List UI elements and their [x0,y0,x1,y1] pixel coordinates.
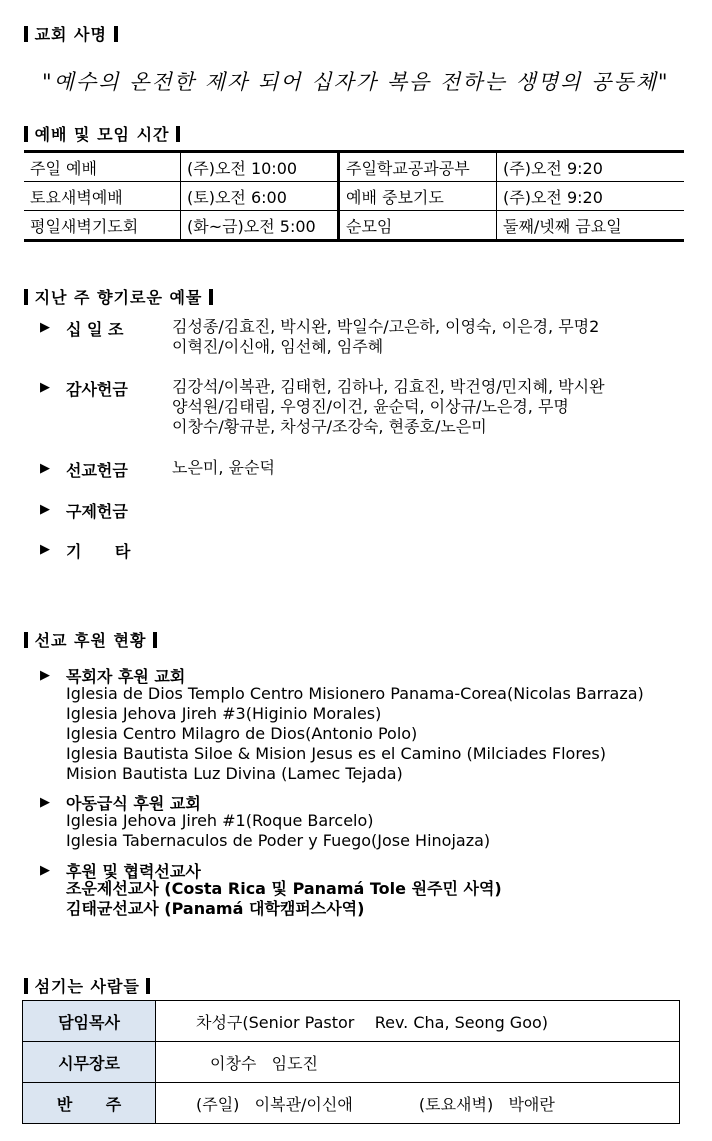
offering-names: 김강석/이복관, 김태헌, 김하나, 김효진, 박건영/민지혜, 박시완 양석원/김태림, 우영진/이건, 윤순덕, 이상규/노은경, 무명 이창수/황규분, 차성구/조강숙, 현종호/노은미 [172,377,605,436]
servers-value: 차성구(Senior Pastor Rev. Cha, Seong Goo) [156,1001,680,1042]
schedule-row [24,152,684,182]
servers-row [23,1083,680,1124]
offering-label-other: 기 타 [66,542,131,561]
section-bar-icon [24,26,28,42]
offering-label-mission: 선교헌금 [66,461,128,480]
servers-role: 반 주 [23,1083,156,1124]
support-group-label: 후원 및 협력선교사 [66,862,201,881]
triangle-right-icon: ▶ [40,668,50,683]
schedule-cell: (주)오전 10:00 [181,152,339,182]
schedule-cell: 토요새벽예배 [24,182,181,211]
support-church-list: Iglesia de Dios Templo Centro Misionero Panama-Corea(Nicolas Barraza) Iglesia Jehova Jireh #3(Higinio Morales) Iglesia Centro Milagro de Dios(Antonio Polo) Iglesia Bautista Siloe & Mision Jesus es el Camino (Milciades Flores) Mision Bautista Luz Divina (Lamec Tejada) [66,684,644,783]
schedule-cell: 둘째/넷째 금요일 [503,216,622,236]
offering-label-thanks: 감사헌금 [66,380,128,399]
offering-names: 김성종/김효진, 박시완, 박일수/고은하, 이영숙, 이은경, 무명2 이혁진/이신애, 임선혜, 임주혜 [172,317,600,356]
schedule-cell: (주)오전 9:20 [497,182,685,211]
servers-title: 섬기는 사람들 [24,974,150,997]
triangle-right-icon: ▶ [40,320,50,335]
triangle-right-icon: ▶ [40,542,50,557]
support-group-label: 목회자 후원 교회 [66,667,186,686]
offering-label-relief: 구제헌금 [66,502,128,521]
schedule-cell: 주일학교공과공부 [339,152,497,182]
support-group-label: 아동급식 후원 교회 [66,794,201,813]
section-bar-icon [24,632,28,648]
offerings-title: 지난 주 향기로운 예물 [24,285,213,308]
servers-row [23,1001,680,1042]
offering-label-tithe: 십 일 조 [66,320,124,339]
schedule-cell: 평일새벽기도회 [24,211,181,241]
schedule-cell: (화~금)오전 5:00 [181,211,339,241]
servers-role: 담임목사 [23,1001,156,1042]
schedule-cell: 주일 예배 [24,152,181,182]
servers-value: 이창수 임도진 [156,1042,680,1083]
schedule-row [24,211,684,241]
schedule-cell: (주)오전 9:20 [497,152,685,182]
triangle-right-icon: ▶ [40,502,50,517]
schedule-cell: 순모임 [339,211,497,241]
triangle-right-icon: ▶ [40,380,50,395]
schedule-title: 예배 및 모임 시간 [24,122,180,145]
schedule-cell: 예배 중보기도 [339,182,497,211]
triangle-right-icon: ▶ [40,461,50,476]
support-missionary-list: 조운제선교사 (Costa Rica 및 Panamá Tole 원주민 사역) 김태균선교사 (Panamá 대학캠퍼스사역) [66,879,502,918]
section-bar-icon [153,632,157,648]
section-bar-icon [24,126,28,142]
servers-table [22,1000,680,1124]
section-bar-icon [24,978,28,994]
offering-names: 노은미, 윤순덕 [172,458,275,477]
servers-row [23,1042,680,1083]
section-bar-icon [146,978,150,994]
schedule-table [24,150,684,242]
servers-role: 시무장로 [23,1042,156,1083]
servers-value: (주일) 이복관/이신애 (토요새벽) 박애란 [156,1083,680,1124]
section-bar-icon [209,289,213,305]
schedule-row [24,182,684,211]
section-bar-icon [24,289,28,305]
schedule-cell: (토)오전 6:00 [181,182,339,211]
section-bar-icon [114,26,118,42]
support-church-list: Iglesia Jehova Jireh #1(Roque Barcelo) Iglesia Tabernaculos de Poder y Fuego(Jose Hinojaza) [66,811,491,850]
mission-motto: "예수의 온전한 제자 되어 십자가 복음 전하는 생명의 공동체" [42,70,670,94]
triangle-right-icon: ▶ [40,795,50,810]
mission-support-title: 선교 후원 현황 [24,628,157,651]
section-bar-icon [176,126,180,142]
triangle-right-icon: ▶ [40,863,50,878]
mission-title: 교회 사명 [24,22,118,45]
